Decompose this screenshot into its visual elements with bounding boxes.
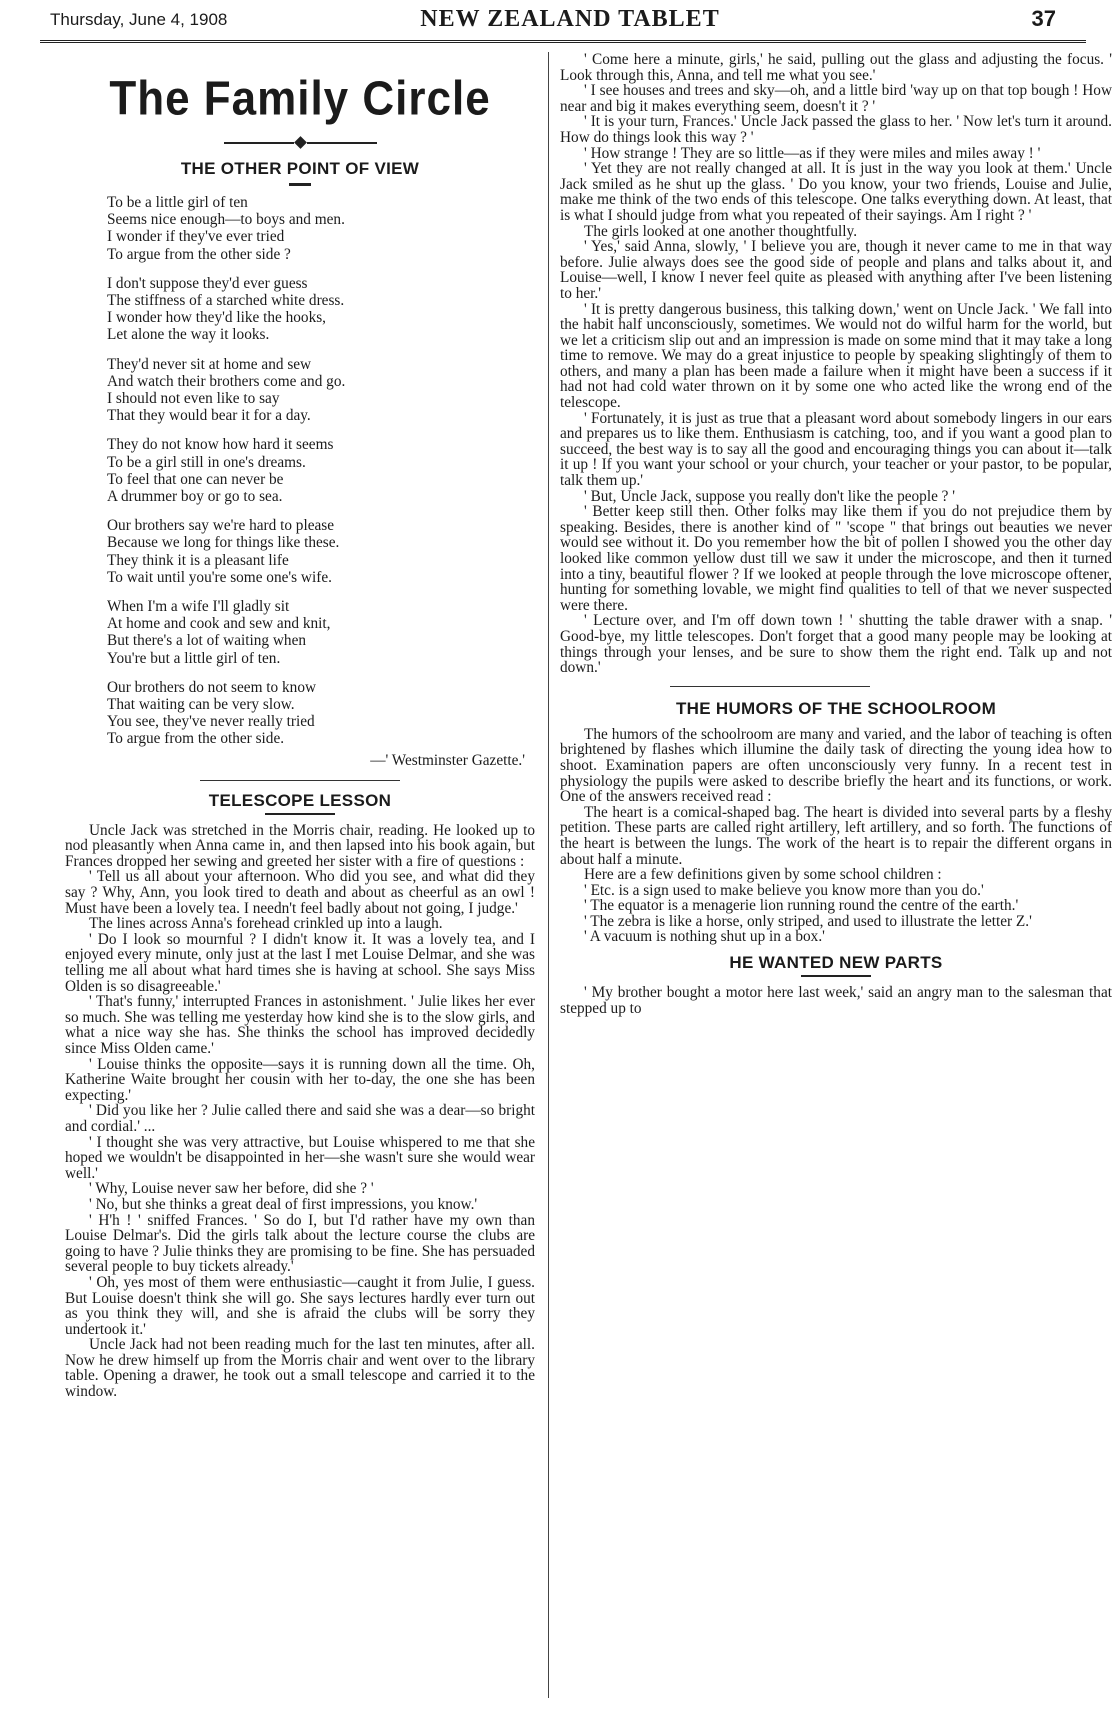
paragraph: Uncle Jack was stretched in the Morris chair, reading. He looked up to nod pleasantly when Anna came in, and then lapsed into his book again, but Frances dropped her sewing and greeted her sister with a fire of questions : [65, 821, 535, 870]
poem-line: To feel that one can never be [107, 470, 284, 488]
poem-line: Let alone the way it looks. [107, 326, 270, 344]
telescope-title: TELESCOPE LESSON [208, 790, 392, 810]
title-underline [801, 975, 871, 977]
telescope-story-part2 [560, 52, 1112, 676]
poem-line: They think it is a pleasant life [107, 551, 289, 569]
poem-line: You're but a little girl of ten. [107, 649, 281, 667]
poem-stanza [107, 275, 535, 344]
paragraph: ' The equator is a menagerie lion running round the centre of the earth.' [584, 897, 1019, 915]
poem-stanza [107, 598, 535, 667]
poem-line: To be a little girl of ten [107, 194, 248, 211]
columns [40, 52, 1112, 1718]
parts-article [560, 985, 1112, 1016]
paragraph: The lines across Anna's forehead crinkled up into a laugh. [89, 915, 443, 933]
poem-line: When I'm a wife I'll gladly sit [107, 598, 290, 616]
paragraph: The girls looked at one another thoughtfully. [584, 222, 858, 240]
paragraph: ' Come here a minute, girls,' he said, pulling out the glass and adjusting the focus. ' Look through this, Anna, and tell me what you see.' [560, 52, 1112, 84]
issue-date: Thursday, June 4, 1908 [50, 10, 228, 29]
poem-line: To wait until you're some one's wife. [107, 568, 332, 586]
right-column [560, 52, 1112, 1718]
poem-line: To argue from the other side. [107, 730, 285, 748]
poem-line: Seems nice enough—to boys and men. [107, 211, 345, 229]
poem-stanza [107, 356, 535, 425]
poem-line: I wonder how they'd like the hooks, [107, 309, 326, 327]
poem-line: To argue from the other side ? [107, 245, 291, 263]
poem-line: I wonder if they've ever tried [107, 228, 285, 246]
poem-stanza [107, 679, 535, 748]
poem-stanza [107, 436, 535, 505]
poem-stanza [107, 517, 535, 586]
paragraph: ' Yes,' said Anna, slowly, ' I believe you are, though it never came to me in that way before. Julie always does see the good side of people and plans and talks about it, and Louise—well, I know I never feel quite as pleased with anything after I've been listening to her.' [560, 238, 1112, 302]
paragraph: ' A vacuum is nothing shut up in a box.' [584, 928, 825, 946]
paragraph: ' That's funny,' interrupted Frances in astonishment. ' Julie likes her ever so much. She was telling me yesterday how kind she is to the slow girls, and what a nice way she has. She thinks the school has improved decidedly since Miss Olden came.' [65, 993, 535, 1057]
humors-title: THE HUMORS OF THE SCHOOLROOM [675, 698, 997, 718]
poem-title: THE OTHER POINT OF VIEW [180, 159, 420, 178]
paragraph: ' Why, Louise never saw her before, did she ? ' [89, 1180, 374, 1198]
page-number: 37 [1031, 6, 1056, 31]
left-column [65, 52, 535, 1718]
paragraph: ' Fortunately, it is just as true that a pleasant word about somebody lingers in our ears and prepares us to like them. Enthusiasm is catching, too, and if you want a good plan to succeed, the best way is to say all the good and encouraging things you can about it—talk it up ! If you want your school or your church, your teacher or your pastor, to be popular, talk them up.' [560, 409, 1112, 490]
parts-title: HE WANTED NEW PARTS [729, 953, 943, 973]
section-masthead: The Family Circle [109, 71, 491, 126]
paragraph: ' Etc. is a sign used to make believe you know more than you do.' [584, 881, 984, 899]
paragraph: ' Lecture over, and I'm off down town ! ' shutting the table drawer with a snap. ' Good-bye, my little telescopes. Don't forget that a good many people may be looking at things through your lenses, and be sure to show them the right end. Talk up and not down.' [560, 612, 1112, 677]
poem-line: I should not even like to say [107, 390, 280, 408]
paragraph: ' But, Uncle Jack, suppose you really don't like the people ? ' [584, 487, 956, 505]
paragraph: ' Did you like her ? Julie called there and said she was a dear—so bright and cordial.' ... [65, 1102, 535, 1135]
ornament-divider [65, 138, 535, 147]
paragraph: ' How strange ! They are so little—as if they were miles and miles away ! ' [584, 144, 1041, 162]
paragraph: ' Oh, yes most of them were enthusiastic—caught it from Julie, I guess. But Louise doesn't think she will go. She says lectures hardly ever turn out as you think they will, and she is afraid the clubs will be sorry they undertook it.' [65, 1273, 535, 1338]
poem-stanza [107, 194, 535, 263]
section-divider [200, 780, 400, 781]
poem-attribution: —' Westminster Gazette.' [370, 751, 525, 769]
paragraph: ' The zebra is like a horse, only striped, and used to illustrate the letter Z.' [584, 912, 1032, 930]
poem-line: And watch their brothers come and go. [107, 372, 346, 390]
paragraph: ' My brother bought a motor here last week,' said an angry man to the salesman that stepped up to [560, 984, 1112, 1017]
poem-line: You see, they've never really tried [107, 713, 315, 731]
paragraph: ' Yet they are not really changed at all. It is just in the way you look at them.' Uncle Jack smiled as he shut up the glass. ' Do you know, your two friends, Louise and Julie, make me think of the two ends of this telescope. One talks everything down. At least, that is what I should judge from what you repeated of their sayings. Am I right ? ' [560, 160, 1112, 224]
title-underline [265, 813, 335, 815]
poem-line: That waiting can be very slow. [107, 696, 295, 714]
poem-line: Our brothers do not seem to know [107, 678, 317, 696]
poem-line: But there's a lot of waiting when [107, 632, 307, 650]
paragraph: ' No, but she thinks a great deal of first impressions, you know.' [89, 1195, 478, 1213]
paragraph: ' It is pretty dangerous business, this talking down,' went on Uncle Jack. ' We fall into the habit half unconsciously, sometimes. We would not do wilful harm for the world, but we let a criticism slip out and an impression is made on some mind that it may take a long time to remove. We may do a great injustice to people by speaking slightingly of them to others, and many a plan has been made a failure when it might have been a success if it had not had cold water thrown on it by some one who acted like the wrong end of the telescope. [560, 300, 1112, 412]
paragraph: The humors of the schoolroom are many and varied, and the labor of teaching is often brightened by flashes which illumine the daily task of directing the young idea how to shoot. Examination papers are often unconsciously very funny. In a recent test in physiology the pupils were asked to describe briefly the heart and its functions, or work. One of the answers received read : [560, 725, 1112, 806]
paragraph: Here are a few definitions given by some school children : [584, 866, 942, 884]
poem-line: A drummer boy or go to sea. [107, 488, 283, 506]
poem-line: I don't suppose they'd ever guess [107, 274, 308, 292]
paragraph: ' I see houses and trees and sky—oh, and a little bird 'way up on that top bough ! How near and big it makes everything seem, doesn't it ? ' [560, 82, 1112, 115]
paragraph: ' Louise thinks the opposite—says it is running down all the time. Oh, Katherine Waite brought her cousin with her to-day, the one she has been expecting.' [65, 1055, 535, 1104]
column-rule [548, 52, 549, 1698]
paragraph: ' H'h ! ' sniffed Frances. ' So do I, but I'd rather have my own than Louise Delmar's. Did the girls talk about the lecture course the clubs are going to have ? Julie thinks they are promising to be fine. She has persuaded several people to buy tickets already.' [65, 1211, 535, 1276]
paragraph: ' Better keep still then. Other folks may like them if you do not prejudice them by speaking. Besides, there is another kind of " 'scope " that brings out beauties we never would see without it. Do you remember how the bit of pollen I showed you the other day looked like common yellow dust till we saw it under the microscope, and then it turned into a tiny, beautiful flower ? If we looked at people through the love microscope oftener, hunting for something lovable, we might find qualities to tell of that we never suspected were there. [560, 503, 1112, 614]
humors-article [560, 727, 1112, 945]
paragraph: Uncle Jack had not been reading much for the last ten minutes, after all. Now he drew himself up from the Morris chair and went over to the library table. Opening a drawer, he took out a small telescope and carried it to the window. [65, 1336, 535, 1401]
poem-line: Our brothers say we're hard to please [107, 517, 335, 535]
title-underline [289, 183, 311, 186]
section-divider [670, 686, 870, 687]
poem-line: To be a girl still in one's dreams. [107, 453, 306, 471]
publication-title: NEW ZEALAND TABLET [420, 6, 720, 32]
poem-line: The stiffness of a starched white dress. [107, 292, 345, 310]
paragraph: ' It is your turn, Frances.' Uncle Jack passed the glass to her. ' Now let's turn it around. How do things look this way ? ' [560, 113, 1112, 146]
paragraph: ' I thought she was very attractive, but Louise whispered to me that she hoped we wouldn't be disappointed in her—she wasn't sure she would wear well.' [65, 1133, 535, 1182]
poem-line: Because we long for things like these. [107, 534, 340, 552]
paragraph: ' Tell us all about your afternoon. Who did you see, and what did they say ? Why, Ann, you look tired to death and about as cheerful as an owl ! Must have been a lovely tea. I needn't feel badly about not going, I judge.' [65, 868, 535, 917]
poem-body [107, 194, 535, 748]
poem-line: That they would bear it for a day. [107, 407, 311, 425]
paragraph: The heart is a comical-shaped bag. The heart is divided into several parts by a fleshy petition. These parts are called right artillery, left artillery, and so forth. The functions of the heart is between the lungs. The work of the heart is to repair the different organs in about half a minute. [560, 803, 1112, 868]
poem-line: At home and cook and sew and knit, [107, 615, 331, 633]
page-header [40, 0, 1086, 43]
poem-line: They do not know how hard it seems [107, 436, 334, 454]
paragraph: ' Do I look so mournful ? I didn't know it. It was a lovely tea, and I enjoyed every minute, only just at the last I met Louise Delmar, and she was telling me all about what hard times she is having at school. She says Miss Olden is so disagreeable.' [65, 930, 535, 995]
telescope-story-part1 [65, 823, 535, 1400]
poem-line: They'd never sit at home and sew [107, 355, 312, 373]
